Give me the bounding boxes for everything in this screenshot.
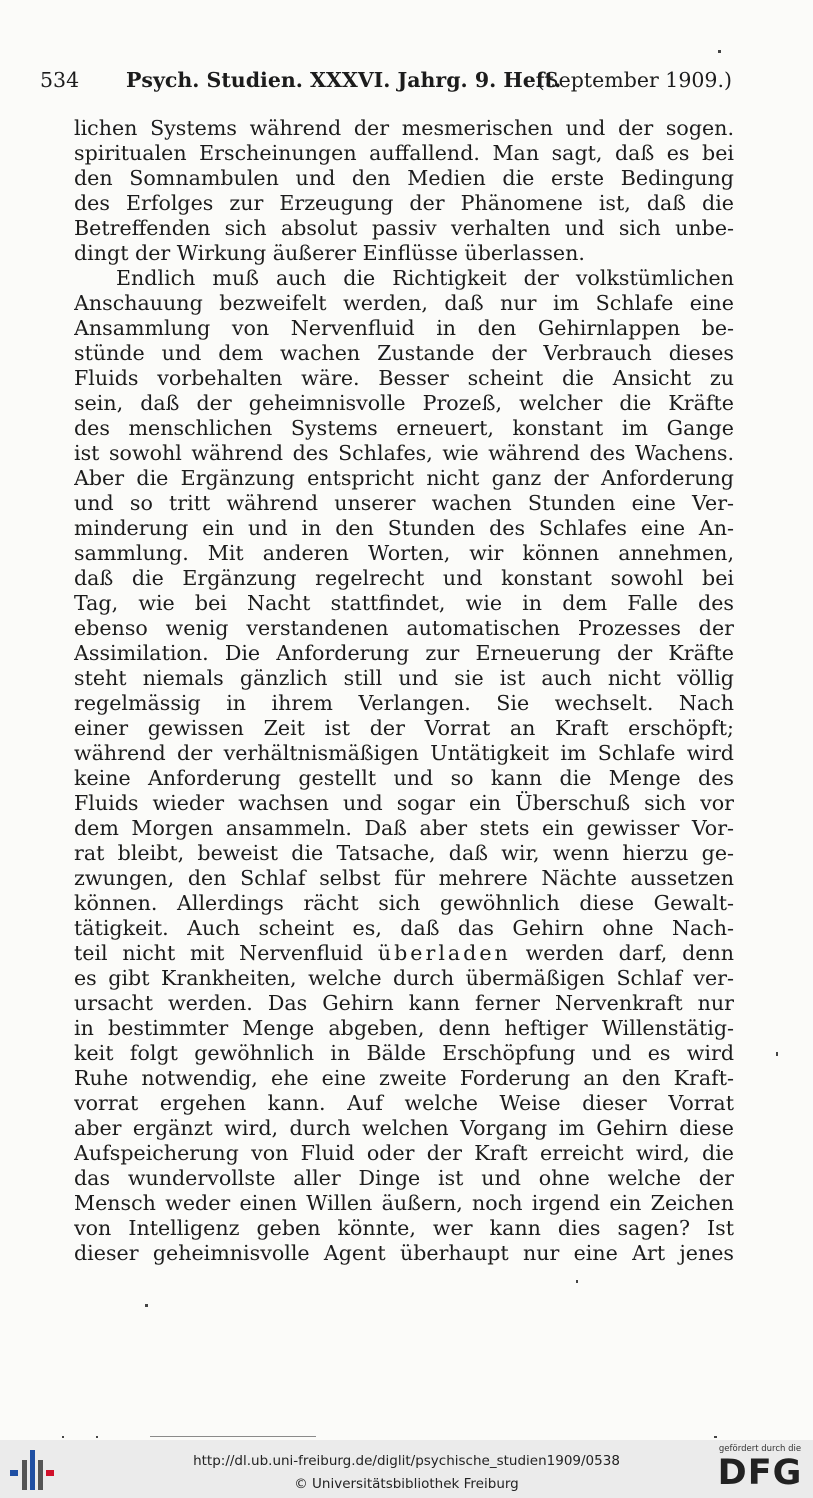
copyright-notice: © Universitätsbibliothek Freiburg — [294, 1476, 519, 1492]
scan-speck — [776, 1052, 778, 1056]
scan-speck — [718, 50, 721, 53]
running-head — [40, 68, 732, 98]
text-line: Aufspeicherung von Fluid oder der Kraft erreicht wird, die — [74, 1141, 734, 1165]
text-line: Ruhe notwendig, ehe eine zweite Forderung an den Kraft- — [74, 1066, 734, 1090]
text-line: Assimilation. Die Anforderung zur Erneuerung der Kräfte — [74, 641, 734, 665]
text-line: dingt der Wirkung äußerer Einflüsse überlassen. — [74, 241, 585, 265]
text-line: keit folgt gewöhnlich in Bälde Erschöpfung und es wird — [74, 1041, 734, 1065]
text-line: dieser geheimnisvolle Agent überhaupt nur eine Art jenes — [74, 1241, 734, 1265]
text-line: während der verhältnismäßigen Untätigkeit im Schlafe wird — [74, 741, 734, 765]
text-line: sein, daß der geheimnisvolle Prozeß, welcher die Kräfte — [74, 391, 734, 415]
page-number: 534 — [40, 68, 80, 92]
text-line: von Intelligenz geben könnte, wer kann dies sagen? Ist — [74, 1216, 734, 1240]
text-line: tätigkeit. Auch scheint es, daß das Gehirn ohne Nach- — [74, 916, 734, 940]
text-line: in bestimmter Menge abgeben, denn heftiger Willenstätig- — [74, 1016, 734, 1040]
text-line: das wundervollste aller Dinge ist und ohne welche der — [74, 1166, 734, 1190]
scan-speck — [714, 1436, 717, 1438]
text-line: ursacht werden. Das Gehirn kann ferner Nervenkraft nur — [74, 991, 734, 1015]
text-line: stünde und dem wachen Zustande der Verbrauch dieses — [74, 341, 734, 365]
text-line: ist sowohl während des Schlafes, wie während des Wachens. — [74, 441, 734, 465]
scan-speck — [96, 1436, 98, 1438]
text-line: steht niemals gänzlich still und sie ist auch nicht völlig — [74, 666, 734, 690]
journal-title: Psych. Studien. XXXVI. Jahrg. 9. Heft. — [126, 68, 562, 92]
dfg-logo — [712, 1444, 808, 1496]
scan-speck — [145, 1304, 148, 1307]
text-line: regelmässig in ihrem Verlangen. Sie wechselt. Nach — [74, 691, 734, 715]
text-line: keine Anforderung gestellt und so kann die Menge des — [74, 766, 734, 790]
text-line: vorrat ergehen kann. Auf welche Weise dieser Vorrat — [74, 1091, 734, 1115]
scan-edge-line — [150, 1436, 316, 1437]
text-line: den Somnambulen und den Medien die erste Bedingung — [74, 166, 734, 190]
dfg-wordmark: DFG — [717, 1453, 803, 1493]
text-line: Fluids vorbehalten wäre. Besser scheint die Ansicht zu — [74, 366, 734, 390]
text-line: dem Morgen ansammeln. Daß aber stets ein gewisser Vor- — [74, 816, 734, 840]
text-line: Tag, wie bei Nacht stattfindet, wie in dem Falle des — [74, 591, 734, 615]
scan-speck — [576, 1280, 578, 1283]
emphasized-word: überladen — [377, 941, 511, 965]
footer-bar — [0, 1440, 813, 1498]
text-segment: teil nicht mit Nervenfluid — [74, 941, 378, 965]
text-line: Endlich muß auch die Richtigkeit der volkstümlichen — [116, 266, 734, 290]
text-line: Betreffenden sich absolut passiv verhalten und sich unbe- — [74, 216, 734, 240]
text-line: Fluids wieder wachsen und sogar ein Überschuß sich vor — [74, 791, 734, 815]
text-line: Ansammlung von Nervenfluid in den Gehirnlappen be- — [74, 316, 734, 340]
text-line — [74, 941, 734, 966]
text-line: daß die Ergänzung regelrecht und konstant sowohl bei — [74, 566, 734, 590]
text-line: Aber die Ergänzung entspricht nicht ganz der Anforderung — [74, 466, 734, 490]
text-line: ebenso wenig verstandenen automatischen Prozesses der — [74, 616, 734, 640]
dfg-tagline: gefördert durch die — [718, 1444, 802, 1454]
body-text — [74, 116, 734, 1266]
text-line: lichen Systems während der mesmerischen und der sogen. — [74, 116, 734, 140]
text-segment: werden darf, denn — [510, 941, 734, 965]
text-line: des menschlichen Systems erneuert, konstant im Gange — [74, 416, 734, 440]
text-line: sammlung. Mit anderen Worten, wir können annehmen, — [74, 541, 734, 565]
scan-speck — [62, 1436, 64, 1438]
text-line: einer gewissen Zeit ist der Vorrat an Kraft erschöpft; — [74, 716, 734, 740]
issue-date: (September 1909.) — [536, 68, 732, 92]
text-line: minderung ein und in den Stunden des Schlafes eine An- — [74, 516, 734, 540]
text-line: und so tritt während unserer wachen Stunden eine Ver- — [74, 491, 734, 515]
text-line: es gibt Krankheiten, welche durch übermäßigen Schlaf ver- — [74, 966, 734, 990]
text-line: spiritualen Erscheinungen auffallend. Man sagt, daß es bei — [74, 141, 734, 165]
text-line: können. Allerdings rächt sich gewöhnlich diese Gewalt- — [74, 891, 734, 915]
text-line: Mensch weder einen Willen äußern, noch irgend ein Zeichen — [74, 1191, 734, 1215]
source-url[interactable]: http://dl.ub.uni-freiburg.de/diglit/psychische_studien1909/0538 — [193, 1453, 620, 1469]
text-line: zwungen, den Schlaf selbst für mehrere Nächte aussetzen — [74, 866, 734, 890]
text-line: rat bleibt, beweist die Tatsache, daß wir, wenn hierzu ge- — [74, 841, 734, 865]
text-line: aber ergänzt wird, durch welchen Vorgang im Gehirn diese — [74, 1116, 734, 1140]
text-line: Anschauung bezweifelt werden, daß nur im Schlafe eine — [74, 291, 734, 315]
text-line: des Erfolges zur Erzeugung der Phänomene ist, daß die — [74, 191, 734, 215]
